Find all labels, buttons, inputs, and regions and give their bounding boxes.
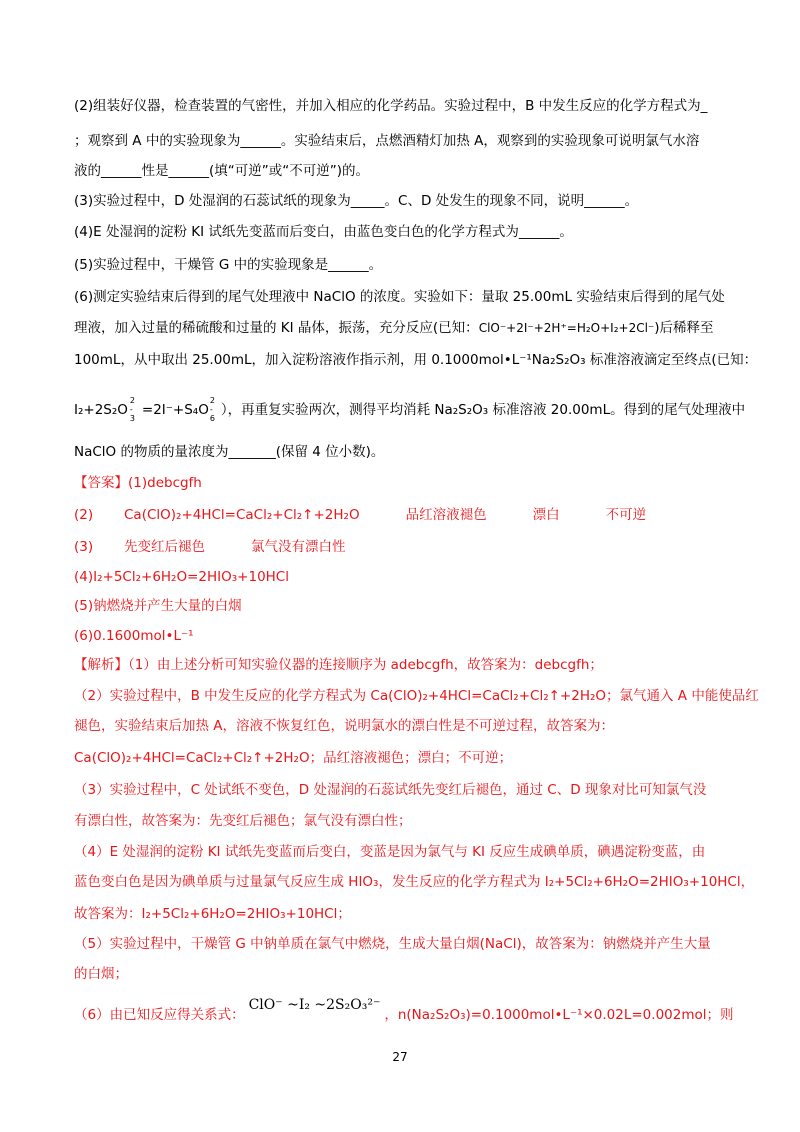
question-line: (4)E 处湿润的淀粉 KI 试纸先变蓝而后变白，由蓝色变白色的化学方程式为______。 <box>74 224 573 240</box>
text-segment: ），再重复实验两次，测得平均消耗 Na₂S₂O₃ 标准溶液 20.00mL。得到的尾气处理液中 <box>220 402 746 418</box>
answer-2-label: (2) <box>74 507 94 523</box>
text-segment: I₂+2S₂O <box>74 402 128 418</box>
text-segment: =2I⁻+S₄O <box>141 402 209 418</box>
page-number: 27 <box>392 1050 408 1064</box>
question-line <box>74 318 740 338</box>
answer-line <box>74 473 740 493</box>
given-equation: ClO⁻+2I⁻+2H⁺=H₂O+I₂+2Cl⁻ <box>478 321 655 335</box>
answer-2-result: 品红溶液褪色 <box>405 507 487 523</box>
answer-2-result: 不可逆 <box>605 507 647 523</box>
question-line: (6)测定实验结束后得到的尾气处理液中 NaClO 的浓度。实验如下：量取 25.00mL 实验结束后得到的尾气处 <box>74 289 725 305</box>
analysis-line: 褪色，实验结束后加热 A，溶液不恢复红色，说明氯水的漂白性是不可逆过程，故答案为： <box>74 718 615 734</box>
analysis-line: 的白烟； <box>74 966 128 982</box>
question-line: 液的______性是______(填“可逆”或“不可逆”)的。 <box>74 163 370 179</box>
question-line: ；观察到 A 中的实验现象为______。实验结束后，点燃酒精灯加热 A，观察到的实验现象可说明氯气水溶 <box>74 133 700 149</box>
analysis-text: （1）由上述分析可知实验仪器的连接顺序为 adebcgfh，故答案为：debcgfh； <box>128 657 603 673</box>
question-line: (2)组装好仪器，检查装置的气密性，并加入相应的化学药品。实验过程中，B 中发生反应的化学方程式为_ <box>74 98 708 114</box>
question-line: I₂+2S₂O 2 - 3 =2I⁻+S₄O 2 - 6 ），再重复实验两次，测得平均消耗 Na₂S₂O₃ 标准溶液 20.00mL。得到的尾气处理液中 <box>74 396 746 423</box>
analysis-line: （3）实验过程中，C 处试纸不变色，D 处湿润的石蕊试纸先变红后褪色，通过 C、D 现象对比可知氯气没 <box>74 782 707 798</box>
question-line: 100mL，从中取出 25.00mL，加入淀粉溶液作指示剂，用 0.1000mol•L⁻¹Na₂S₂O₃ 标准溶液滴定至终点(已知： <box>74 352 758 368</box>
answer-3-result: 氯气没有漂白性 <box>251 539 346 555</box>
analysis-line <box>74 655 740 675</box>
analysis-tag: 【解析】 <box>74 657 128 673</box>
question-line: (3)实验过程中，D 处湿润的石蕊试纸的现象为_____。C、D 处发生的现象不同，说明______。 <box>74 193 639 209</box>
question-line: NaClO 的物质的量浓度为_______(保留 4 位小数)。 <box>74 444 385 460</box>
answer-line: (6)0.1600mol•L⁻¹ <box>74 628 194 644</box>
answer-3-label: (3) <box>74 539 94 555</box>
answer-2-result: 漂白 <box>532 507 560 523</box>
analysis-line: 蓝色变白色是因为碘单质与过量氯气反应生成 HIO₃，发生反应的化学方程式为 I₂+5Cl₂+6H₂O=2HIO₃+10HCl， <box>74 874 755 890</box>
analysis-line: （2）实验过程中，B 中发生反应的化学方程式为 Ca(ClO)₂+4HCl=CaCl₂+Cl₂↑+2H₂O；氯气通入 A 中能使品红 <box>74 688 759 704</box>
text-segment: )后稀释至 <box>654 320 714 336</box>
text-segment: 理液，加入过量的稀硫酸和过量的 KI 晶体，振荡，充分反应(已知： <box>74 320 479 336</box>
analysis-line: 故答案为：I₂+5Cl₂+6H₂O=2HIO₃+10HCl； <box>74 906 351 922</box>
answer-line <box>74 537 740 557</box>
analysis-line: 有漂白性，故答案为：先变红后褪色；氯气没有漂白性； <box>74 813 412 829</box>
analysis-line: Ca(ClO)₂+4HCl=CaCl₂+Cl₂↑+2H₂O；品红溶液褪色；漂白；不可逆； <box>74 750 513 766</box>
answer-line: (4)I₂+5Cl₂+6H₂O=2HIO₃+10HCl <box>74 569 289 585</box>
answer-line <box>74 505 740 525</box>
analysis-line: （5）实验过程中，干燥管 G 中钠单质在氯气中燃烧，生成大量白烟(NaCl)，故答案为：钠燃烧并产生大量 <box>74 936 711 952</box>
answer-1: (1)debcgfh <box>128 475 202 491</box>
answer-2-equation: Ca(ClO)₂+4HCl=CaCl₂+Cl₂↑+2H₂O <box>124 507 360 523</box>
analysis-text: ，n(Na₂S₂O₃)=0.1000mol•L⁻¹×0.02L=0.002mol；则 <box>384 1007 734 1023</box>
analysis-text: （6）由已知反应得关系式： <box>74 1007 245 1023</box>
question-line: (5)实验过程中，干燥管 G 中的实验现象是______。 <box>74 257 383 273</box>
answer-tag: 【答案】 <box>74 475 128 491</box>
analysis-line <box>74 997 740 1025</box>
answer-line: (5)钠燃烧并产生大量的白烟 <box>74 598 242 614</box>
analysis-line: （4）E 处湿润的淀粉 KI 试纸先变蓝而后变白，变蓝是因为氯气与 KI 反应生成碘单质，碘遇淀粉变蓝，由 <box>74 844 706 860</box>
answer-3-result: 先变红后褪色 <box>124 539 205 555</box>
relation-formula: ClO⁻ ~I₂ ~2S₂O₃²⁻ <box>248 997 381 1013</box>
